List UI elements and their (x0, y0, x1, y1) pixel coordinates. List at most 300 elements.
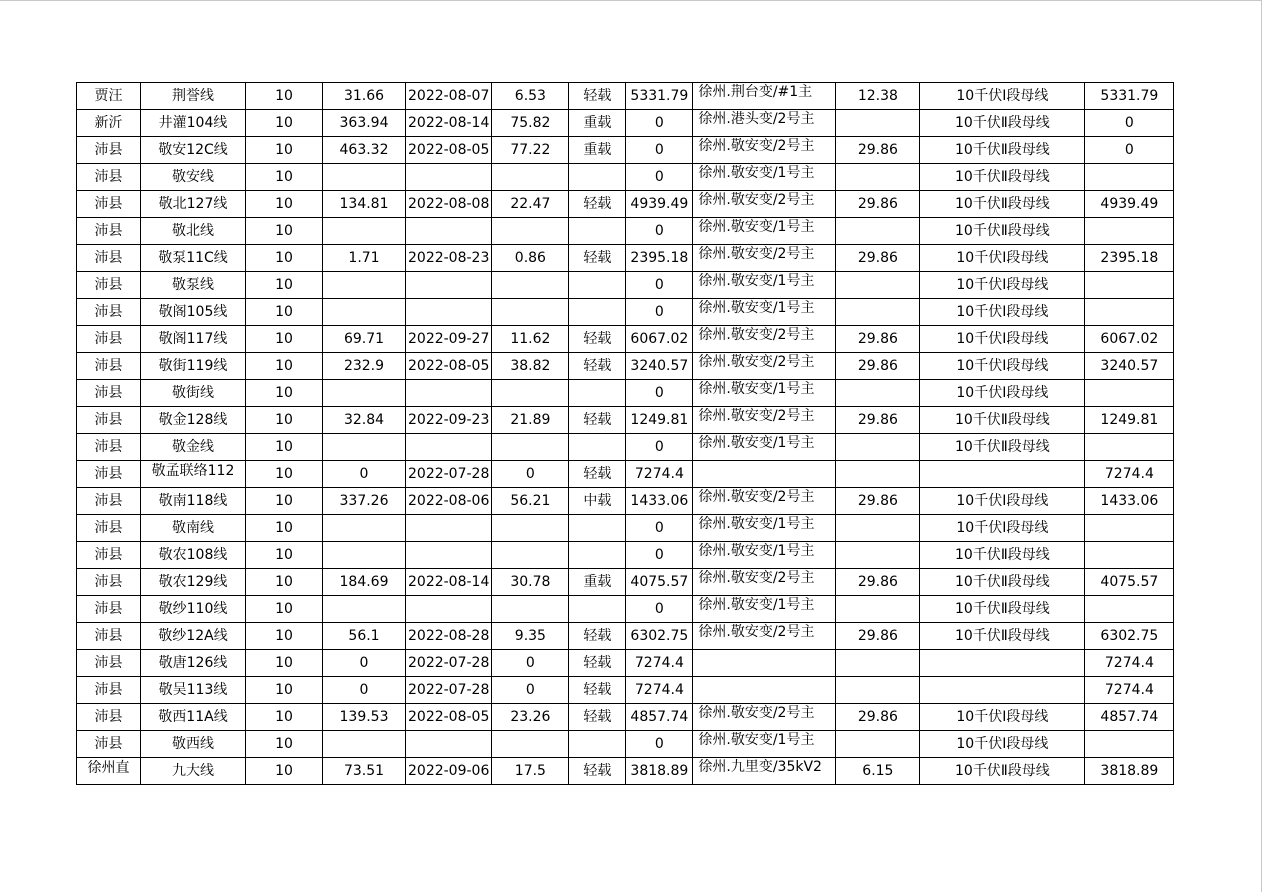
capacity-cell: 4857.74 (626, 704, 693, 731)
substation-cell: 徐州.荆台变/#1主 (693, 83, 836, 110)
capacity-cell: 0 (626, 164, 693, 191)
voltage-cell: 10 (246, 650, 323, 677)
region-cell: 沛县 (77, 515, 141, 542)
voltage-cell: 10 (246, 569, 323, 596)
voltage-cell: 10 (246, 272, 323, 299)
date-cell (406, 272, 492, 299)
available-capacity-cell (1085, 380, 1174, 407)
load-value-cell (323, 434, 406, 461)
transformer-rate-cell (836, 164, 920, 191)
date-cell: 2022-08-05 (406, 353, 492, 380)
load-status-cell: 轻载 (569, 245, 626, 272)
capacity-cell: 4075.57 (626, 569, 693, 596)
line-name-cell: 敬金线 (141, 434, 246, 461)
region-cell: 贾汪 (77, 83, 141, 110)
line-name-cell: 敬南118线 (141, 488, 246, 515)
load-rate-cell: 22.47 (492, 191, 569, 218)
load-value-cell: 0 (323, 461, 406, 488)
busbar-cell: 10千伏Ⅰ段母线 (920, 326, 1085, 353)
load-value-cell: 232.9 (323, 353, 406, 380)
busbar-cell: 10千伏Ⅰ段母线 (920, 704, 1085, 731)
line-name-cell: 敬西线 (141, 731, 246, 758)
date-cell: 2022-08-08 (406, 191, 492, 218)
load-value-cell (323, 164, 406, 191)
load-rate-cell (492, 218, 569, 245)
date-cell (406, 434, 492, 461)
available-capacity-cell (1085, 596, 1174, 623)
line-name-cell: 敬纱110线 (141, 596, 246, 623)
busbar-cell: 10千伏Ⅰ段母线 (920, 83, 1085, 110)
load-status-cell (569, 596, 626, 623)
date-cell: 2022-08-14 (406, 569, 492, 596)
available-capacity-cell: 0 (1085, 110, 1174, 137)
voltage-cell: 10 (246, 515, 323, 542)
busbar-cell (920, 677, 1085, 704)
transformer-rate-cell: 29.86 (836, 488, 920, 515)
capacity-cell: 3818.89 (626, 758, 693, 785)
available-capacity-cell: 2395.18 (1085, 245, 1174, 272)
load-rate-cell: 21.89 (492, 407, 569, 434)
region-cell: 沛县 (77, 299, 141, 326)
busbar-cell: 10千伏Ⅱ段母线 (920, 623, 1085, 650)
substation-cell: 徐州.港头变/2号主 (693, 110, 836, 137)
available-capacity-cell (1085, 515, 1174, 542)
substation-cell: 徐州.敬安变/2号主 (693, 569, 836, 596)
available-capacity-cell: 4857.74 (1085, 704, 1174, 731)
capacity-cell: 6302.75 (626, 623, 693, 650)
region-cell: 沛县 (77, 731, 141, 758)
capacity-cell: 0 (626, 380, 693, 407)
voltage-cell: 10 (246, 542, 323, 569)
load-status-cell: 重载 (569, 569, 626, 596)
busbar-cell: 10千伏Ⅰ段母线 (920, 488, 1085, 515)
load-status-cell: 轻载 (569, 704, 626, 731)
table-row (77, 326, 1174, 353)
table-row (77, 137, 1174, 164)
region-cell: 沛县 (77, 650, 141, 677)
busbar-cell: 10千伏Ⅱ段母线 (920, 191, 1085, 218)
capacity-cell: 3240.57 (626, 353, 693, 380)
voltage-cell: 10 (246, 623, 323, 650)
substation-cell: 徐州.九里变/35kV2 (693, 758, 836, 785)
table-row (77, 461, 1174, 488)
substation-cell: 徐州.敬安变/2号主 (693, 191, 836, 218)
voltage-cell: 10 (246, 245, 323, 272)
available-capacity-cell: 4939.49 (1085, 191, 1174, 218)
available-capacity-cell (1085, 164, 1174, 191)
load-value-cell: 32.84 (323, 407, 406, 434)
region-cell: 沛县 (77, 461, 141, 488)
date-cell: 2022-08-28 (406, 623, 492, 650)
table-row (77, 407, 1174, 434)
date-cell: 2022-08-05 (406, 704, 492, 731)
load-value-cell: 139.53 (323, 704, 406, 731)
date-cell: 2022-09-23 (406, 407, 492, 434)
load-status-cell (569, 434, 626, 461)
load-rate-cell: 17.5 (492, 758, 569, 785)
available-capacity-cell: 6302.75 (1085, 623, 1174, 650)
load-rate-cell: 0 (492, 461, 569, 488)
line-name-cell: 敬孟联络112 (141, 461, 246, 488)
line-name-cell: 敬纱12A线 (141, 623, 246, 650)
load-status-cell (569, 272, 626, 299)
voltage-cell: 10 (246, 407, 323, 434)
load-status-cell (569, 515, 626, 542)
transformer-rate-cell: 29.86 (836, 326, 920, 353)
load-status-cell: 轻载 (569, 758, 626, 785)
load-status-cell (569, 164, 626, 191)
line-name-cell: 敬金128线 (141, 407, 246, 434)
line-name-cell: 敬南线 (141, 515, 246, 542)
busbar-cell: 10千伏Ⅰ段母线 (920, 515, 1085, 542)
busbar-cell: 10千伏Ⅰ段母线 (920, 731, 1085, 758)
date-cell (406, 380, 492, 407)
substation-cell: 徐州.敬安变/1号主 (693, 542, 836, 569)
load-value-cell (323, 731, 406, 758)
substation-cell: 徐州.敬安变/2号主 (693, 488, 836, 515)
date-cell (406, 164, 492, 191)
load-value-cell: 31.66 (323, 83, 406, 110)
load-value-cell: 73.51 (323, 758, 406, 785)
load-status-cell: 轻载 (569, 326, 626, 353)
date-cell (406, 218, 492, 245)
region-cell: 沛县 (77, 434, 141, 461)
line-name-cell: 敬西11A线 (141, 704, 246, 731)
table-row (77, 83, 1174, 110)
load-rate-cell: 77.22 (492, 137, 569, 164)
transformer-rate-cell: 29.86 (836, 623, 920, 650)
load-value-cell (323, 272, 406, 299)
substation-cell (693, 461, 836, 488)
table-row (77, 731, 1174, 758)
busbar-cell: 10千伏Ⅱ段母线 (920, 434, 1085, 461)
voltage-cell: 10 (246, 704, 323, 731)
table-row (77, 704, 1174, 731)
busbar-cell: 10千伏Ⅰ段母线 (920, 353, 1085, 380)
line-name-cell: 井灌104线 (141, 110, 246, 137)
table-row (77, 596, 1174, 623)
date-cell: 2022-08-05 (406, 137, 492, 164)
region-cell: 徐州直 (77, 758, 141, 785)
region-cell: 沛县 (77, 137, 141, 164)
region-cell: 沛县 (77, 272, 141, 299)
available-capacity-cell: 3818.89 (1085, 758, 1174, 785)
load-value-cell: 0 (323, 677, 406, 704)
table-row (77, 488, 1174, 515)
load-rate-cell: 0 (492, 650, 569, 677)
line-name-cell: 九大线 (141, 758, 246, 785)
voltage-cell: 10 (246, 83, 323, 110)
region-cell: 沛县 (77, 407, 141, 434)
transformer-rate-cell (836, 515, 920, 542)
line-name-cell: 敬街119线 (141, 353, 246, 380)
transformer-rate-cell (836, 380, 920, 407)
load-status-cell: 轻载 (569, 191, 626, 218)
load-value-cell: 463.32 (323, 137, 406, 164)
table-row (77, 191, 1174, 218)
busbar-cell: 10千伏Ⅱ段母线 (920, 137, 1085, 164)
available-capacity-cell: 0 (1085, 137, 1174, 164)
region-cell: 沛县 (77, 353, 141, 380)
voltage-cell: 10 (246, 596, 323, 623)
region-cell: 沛县 (77, 164, 141, 191)
load-rate-cell (492, 731, 569, 758)
capacity-cell: 0 (626, 272, 693, 299)
busbar-cell: 10千伏Ⅰ段母线 (920, 380, 1085, 407)
load-rate-cell: 23.26 (492, 704, 569, 731)
line-name-cell: 敬泵线 (141, 272, 246, 299)
load-status-cell (569, 731, 626, 758)
busbar-cell: 10千伏Ⅱ段母线 (920, 596, 1085, 623)
table-row (77, 569, 1174, 596)
table-row (77, 353, 1174, 380)
substation-cell: 徐州.敬安变/2号主 (693, 137, 836, 164)
load-status-cell: 轻载 (569, 407, 626, 434)
date-cell: 2022-08-23 (406, 245, 492, 272)
busbar-cell: 10千伏Ⅱ段母线 (920, 758, 1085, 785)
region-cell: 沛县 (77, 677, 141, 704)
table-row (77, 164, 1174, 191)
load-status-cell: 重载 (569, 137, 626, 164)
capacity-cell: 0 (626, 218, 693, 245)
line-name-cell: 敬泵11C线 (141, 245, 246, 272)
load-status-cell: 重载 (569, 110, 626, 137)
load-value-cell: 363.94 (323, 110, 406, 137)
available-capacity-cell: 3240.57 (1085, 353, 1174, 380)
capacity-cell: 0 (626, 137, 693, 164)
substation-cell: 徐州.敬安变/2号主 (693, 353, 836, 380)
date-cell: 2022-07-28 (406, 650, 492, 677)
date-cell: 2022-07-28 (406, 461, 492, 488)
line-name-cell: 敬街线 (141, 380, 246, 407)
region-cell: 沛县 (77, 380, 141, 407)
load-rate-cell: 6.53 (492, 83, 569, 110)
capacity-cell: 0 (626, 542, 693, 569)
load-rate-cell: 9.35 (492, 623, 569, 650)
table-row (77, 650, 1174, 677)
busbar-cell: 10千伏Ⅱ段母线 (920, 542, 1085, 569)
capacity-cell: 0 (626, 515, 693, 542)
available-capacity-cell (1085, 299, 1174, 326)
line-name-cell: 敬安12C线 (141, 137, 246, 164)
transformer-rate-cell: 29.86 (836, 191, 920, 218)
substation-cell (693, 650, 836, 677)
substation-cell: 徐州.敬安变/1号主 (693, 596, 836, 623)
load-status-cell: 轻载 (569, 623, 626, 650)
substation-cell: 徐州.敬安变/1号主 (693, 731, 836, 758)
busbar-cell: 10千伏Ⅱ段母线 (920, 569, 1085, 596)
transformer-rate-cell (836, 110, 920, 137)
load-value-cell: 1.71 (323, 245, 406, 272)
substation-cell: 徐州.敬安变/1号主 (693, 218, 836, 245)
substation-cell: 徐州.敬安变/2号主 (693, 407, 836, 434)
capacity-cell: 1433.06 (626, 488, 693, 515)
date-cell (406, 515, 492, 542)
load-rate-cell (492, 542, 569, 569)
voltage-cell: 10 (246, 731, 323, 758)
substation-cell: 徐州.敬安变/2号主 (693, 245, 836, 272)
load-status-cell: 轻载 (569, 677, 626, 704)
capacity-cell: 0 (626, 299, 693, 326)
voltage-cell: 10 (246, 218, 323, 245)
substation-cell: 徐州.敬安变/1号主 (693, 272, 836, 299)
table-row (77, 623, 1174, 650)
load-value-cell: 134.81 (323, 191, 406, 218)
page-top-border (0, 0, 1262, 2)
table-row (77, 218, 1174, 245)
voltage-cell: 10 (246, 461, 323, 488)
transformer-rate-cell (836, 596, 920, 623)
available-capacity-cell: 5331.79 (1085, 83, 1174, 110)
substation-cell: 徐州.敬安变/1号主 (693, 299, 836, 326)
capacity-cell: 4939.49 (626, 191, 693, 218)
capacity-cell: 5331.79 (626, 83, 693, 110)
available-capacity-cell (1085, 272, 1174, 299)
date-cell: 2022-08-14 (406, 110, 492, 137)
line-name-cell: 敬吴113线 (141, 677, 246, 704)
load-value-cell (323, 380, 406, 407)
available-capacity-cell: 1249.81 (1085, 407, 1174, 434)
line-name-cell: 荆誉线 (141, 83, 246, 110)
load-rate-cell: 75.82 (492, 110, 569, 137)
date-cell (406, 299, 492, 326)
table-row (77, 434, 1174, 461)
region-cell: 沛县 (77, 488, 141, 515)
available-capacity-cell: 7274.4 (1085, 650, 1174, 677)
region-cell: 沛县 (77, 596, 141, 623)
line-name-cell: 敬阁105线 (141, 299, 246, 326)
region-cell: 沛县 (77, 704, 141, 731)
date-cell: 2022-08-07 (406, 83, 492, 110)
load-value-cell (323, 299, 406, 326)
load-status-cell: 轻载 (569, 461, 626, 488)
date-cell: 2022-09-27 (406, 326, 492, 353)
load-rate-cell (492, 515, 569, 542)
load-rate-cell: 56.21 (492, 488, 569, 515)
available-capacity-cell (1085, 542, 1174, 569)
load-status-cell (569, 542, 626, 569)
available-capacity-cell: 6067.02 (1085, 326, 1174, 353)
load-status-cell: 轻载 (569, 353, 626, 380)
line-name-cell: 敬唐126线 (141, 650, 246, 677)
load-status-cell (569, 218, 626, 245)
available-capacity-cell: 7274.4 (1085, 677, 1174, 704)
available-capacity-cell: 7274.4 (1085, 461, 1174, 488)
date-cell (406, 731, 492, 758)
load-value-cell: 0 (323, 650, 406, 677)
capacity-cell: 1249.81 (626, 407, 693, 434)
line-name-cell: 敬北线 (141, 218, 246, 245)
table-row (77, 380, 1174, 407)
transformer-rate-cell (836, 542, 920, 569)
voltage-cell: 10 (246, 326, 323, 353)
load-rate-cell (492, 272, 569, 299)
load-value-cell: 184.69 (323, 569, 406, 596)
substation-cell: 徐州.敬安变/1号主 (693, 434, 836, 461)
transformer-rate-cell: 29.86 (836, 137, 920, 164)
date-cell: 2022-07-28 (406, 677, 492, 704)
capacity-cell: 6067.02 (626, 326, 693, 353)
substation-cell: 徐州.敬安变/2号主 (693, 623, 836, 650)
busbar-cell: 10千伏Ⅱ段母线 (920, 407, 1085, 434)
load-rate-cell (492, 434, 569, 461)
table-row (77, 299, 1174, 326)
substation-cell: 徐州.敬安变/1号主 (693, 515, 836, 542)
load-value-cell (323, 515, 406, 542)
table-row (77, 758, 1174, 785)
capacity-cell: 0 (626, 731, 693, 758)
voltage-cell: 10 (246, 677, 323, 704)
load-rate-cell (492, 596, 569, 623)
load-value-cell: 337.26 (323, 488, 406, 515)
substation-cell (693, 677, 836, 704)
transformer-rate-cell (836, 677, 920, 704)
date-cell: 2022-08-06 (406, 488, 492, 515)
voltage-cell: 10 (246, 299, 323, 326)
table-row (77, 245, 1174, 272)
load-value-cell: 69.71 (323, 326, 406, 353)
region-cell: 新沂 (77, 110, 141, 137)
available-capacity-cell: 1433.06 (1085, 488, 1174, 515)
substation-cell: 徐州.敬安变/2号主 (693, 704, 836, 731)
transformer-rate-cell: 29.86 (836, 704, 920, 731)
data-table (76, 82, 1174, 785)
voltage-cell: 10 (246, 434, 323, 461)
available-capacity-cell: 4075.57 (1085, 569, 1174, 596)
region-cell: 沛县 (77, 218, 141, 245)
region-cell: 沛县 (77, 542, 141, 569)
line-name-cell: 敬农129线 (141, 569, 246, 596)
region-cell: 沛县 (77, 623, 141, 650)
voltage-cell: 10 (246, 191, 323, 218)
transformer-rate-cell (836, 272, 920, 299)
line-name-cell: 敬阁117线 (141, 326, 246, 353)
substation-cell: 徐州.敬安变/1号主 (693, 164, 836, 191)
transformer-rate-cell: 6.15 (836, 758, 920, 785)
available-capacity-cell (1085, 218, 1174, 245)
transformer-rate-cell (836, 299, 920, 326)
busbar-cell: 10千伏Ⅰ段母线 (920, 272, 1085, 299)
table-row (77, 677, 1174, 704)
busbar-cell: 10千伏Ⅰ段母线 (920, 245, 1085, 272)
transformer-rate-cell (836, 218, 920, 245)
busbar-cell: 10千伏Ⅰ段母线 (920, 299, 1085, 326)
table-body (77, 83, 1174, 785)
transformer-rate-cell: 29.86 (836, 569, 920, 596)
load-rate-cell: 38.82 (492, 353, 569, 380)
capacity-cell: 7274.4 (626, 650, 693, 677)
transformer-rate-cell (836, 434, 920, 461)
available-capacity-cell (1085, 434, 1174, 461)
capacity-cell: 0 (626, 596, 693, 623)
transformer-rate-cell (836, 650, 920, 677)
voltage-cell: 10 (246, 380, 323, 407)
region-cell: 沛县 (77, 326, 141, 353)
capacity-cell: 7274.4 (626, 677, 693, 704)
busbar-cell (920, 650, 1085, 677)
date-cell: 2022-09-06 (406, 758, 492, 785)
date-cell (406, 596, 492, 623)
load-status-cell (569, 380, 626, 407)
voltage-cell: 10 (246, 353, 323, 380)
voltage-cell: 10 (246, 137, 323, 164)
voltage-cell: 10 (246, 164, 323, 191)
load-value-cell (323, 218, 406, 245)
table-row (77, 542, 1174, 569)
busbar-cell: 10千伏Ⅱ段母线 (920, 218, 1085, 245)
voltage-cell: 10 (246, 488, 323, 515)
load-rate-cell: 11.62 (492, 326, 569, 353)
